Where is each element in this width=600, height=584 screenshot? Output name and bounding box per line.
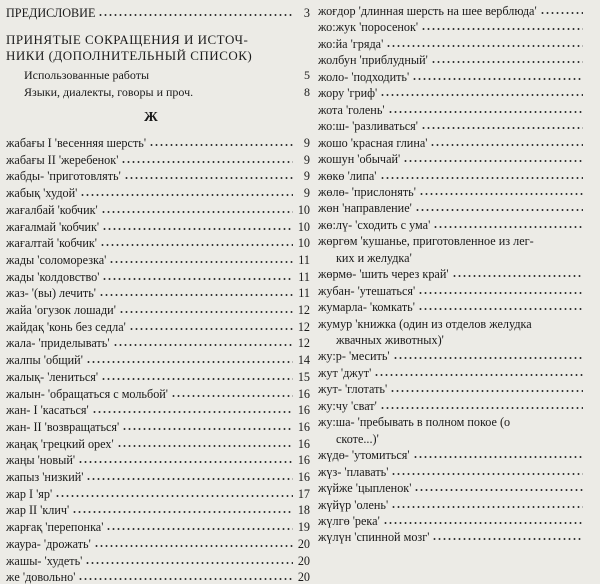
entry-text: жота 'голень' — [318, 102, 385, 117]
leader-dots — [403, 153, 583, 163]
entry-text: жут 'джут' — [318, 365, 372, 380]
leader-dots — [80, 187, 293, 197]
entry-page: 11 — [298, 286, 310, 301]
entry-text: жалпы 'общий' — [6, 353, 83, 368]
entry-page: 20 — [297, 536, 310, 551]
leader-dots — [98, 7, 293, 17]
entry-text: жады 'соломорезка' — [6, 252, 107, 267]
leader-dots — [380, 170, 583, 180]
index-entry — [318, 399, 600, 413]
entry-page: 16 — [297, 386, 310, 401]
entry-text: жу:ша- 'пребывать в полном покое (о — [318, 415, 511, 430]
index-entry — [318, 234, 600, 248]
leader-dots — [383, 515, 583, 525]
index-entry — [318, 498, 600, 512]
index-entry — [318, 267, 600, 281]
index-entry — [6, 203, 310, 217]
entry-text: жар I 'яр' — [6, 486, 53, 501]
index-entry — [318, 465, 600, 479]
index-entry — [318, 415, 600, 429]
entry-text: жошун 'обычай' — [318, 152, 401, 167]
entry-text: жошо 'красная глина' — [318, 135, 428, 150]
entry-page: 20 — [297, 570, 310, 584]
index-entry — [6, 220, 310, 234]
index-entry — [6, 270, 310, 284]
entry-continuation: ких и желудка' — [336, 250, 412, 265]
entry-page: 19 — [297, 520, 310, 535]
index-entry — [318, 119, 600, 133]
index-entry — [318, 37, 600, 51]
entry-text: жөрмө- 'шить через край' — [318, 267, 449, 282]
entry-page: 9 — [303, 136, 310, 150]
entry-page: 20 — [297, 553, 310, 568]
toc-languages — [24, 85, 310, 100]
abbrev-heading-line1: ПРИНЯТЫЕ СОКРАЩЕНИЯ И ИСТОЧ- — [6, 32, 249, 47]
entry-page: 16 — [297, 453, 310, 468]
index-entry — [6, 537, 310, 551]
entry-text: жан- I 'касаться' — [6, 403, 89, 418]
toc-preface-page: 3 — [303, 6, 310, 20]
entry-page: 16 — [297, 470, 310, 484]
leader-dots — [419, 186, 583, 196]
entry-text: жe 'довольно' — [6, 570, 76, 584]
leader-dots — [106, 521, 293, 531]
index-entry — [318, 70, 600, 84]
entry-text: жабағы II 'жеребенок' — [6, 152, 119, 167]
leader-dots — [413, 449, 583, 459]
entry-text: жаңақ 'грецкий орех' — [6, 436, 114, 451]
leader-dots — [55, 488, 293, 498]
leader-dots — [432, 531, 583, 541]
leader-dots — [452, 268, 583, 278]
leader-dots — [393, 350, 583, 360]
leader-dots — [109, 254, 293, 264]
leader-dots — [113, 337, 293, 347]
entry-text: жө:лү- 'сходить с ума' — [318, 217, 431, 232]
entry-text: жарғақ 'перепонка' — [6, 520, 104, 535]
leader-dots — [421, 21, 583, 31]
entry-text: жору 'гриф' — [318, 86, 378, 101]
index-entry — [6, 336, 310, 350]
entry-page: 16 — [297, 403, 310, 418]
index-entry — [6, 487, 310, 501]
entry-page: 9 — [303, 186, 310, 201]
leader-dots — [92, 404, 293, 414]
leader-dots — [391, 499, 583, 509]
index-entry — [318, 185, 600, 199]
index-entry — [318, 169, 600, 183]
index-entry — [6, 420, 310, 434]
index-entry — [6, 554, 310, 568]
leader-dots — [391, 466, 583, 476]
index-entry — [318, 366, 600, 380]
index-entry — [6, 153, 310, 167]
entry-text: жабды- 'приготовлять' — [6, 169, 121, 184]
index-entry — [318, 300, 600, 314]
entry-page: 9 — [303, 152, 310, 167]
index-entry — [6, 303, 310, 317]
leader-dots — [129, 321, 293, 331]
entry-text: жу:р- 'месить' — [318, 349, 390, 364]
entry-text: жаңы 'новый' — [6, 453, 76, 468]
entry-page: 11 — [298, 252, 310, 267]
entry-page: 11 — [298, 269, 310, 284]
leader-dots — [540, 5, 583, 15]
entry-text: жөргөм 'кушанье, приготовленное из лег- — [318, 234, 534, 249]
entry-text: жөлө- 'прислонять' — [318, 184, 416, 199]
entry-text: жабағы I 'весенняя шерсть' — [6, 136, 147, 150]
index-entry — [6, 353, 310, 367]
leader-dots — [101, 204, 293, 214]
leader-dots — [412, 71, 583, 81]
leader-dots — [415, 202, 583, 212]
index-entry — [6, 136, 310, 150]
index-entry — [318, 481, 600, 495]
entry-text: жалын- 'обращаться с мольбой' — [6, 386, 169, 401]
entry-page: 12 — [297, 336, 310, 351]
leader-dots — [117, 438, 293, 448]
entry-continuation: жвачных животных)' — [336, 333, 444, 347]
entry-text: жалық- 'лениться' — [6, 369, 99, 384]
leader-dots — [122, 421, 293, 431]
index-entry — [6, 169, 310, 183]
index-entry — [6, 453, 310, 467]
index-entry — [6, 520, 310, 534]
entry-text: жоғдор 'длинная шерсть на шее верблюда' — [318, 4, 537, 18]
index-entry — [6, 403, 310, 417]
index-entry — [6, 236, 310, 250]
entry-text: жан- II 'возвращаться' — [6, 419, 120, 434]
entry-page: 16 — [297, 419, 310, 434]
leader-dots — [380, 400, 583, 410]
section-letter: Ж — [144, 110, 158, 125]
index-entry — [318, 136, 600, 150]
index-entry — [6, 320, 310, 334]
leader-dots — [119, 304, 293, 314]
entry-page: 10 — [297, 236, 310, 251]
leader-dots — [418, 301, 583, 311]
leader-dots — [171, 388, 293, 398]
index-entry — [318, 86, 600, 100]
leader-dots — [124, 170, 293, 180]
entry-text: жағалтай 'кобчик' — [6, 236, 97, 251]
entry-page: 10 — [297, 219, 310, 234]
index-entry — [6, 387, 310, 401]
entry-page: 14 — [297, 353, 310, 368]
entry-text: жүлүн 'спинной мозг' — [318, 530, 430, 545]
index-entry — [318, 284, 600, 298]
entry-text: жүйже 'цыпленок' — [318, 481, 412, 496]
leader-dots — [374, 367, 583, 377]
index-entry — [6, 186, 310, 200]
used-works-label: Использованные работы — [24, 68, 150, 82]
index-entry — [6, 470, 310, 484]
entry-text: жөкө 'липа' — [318, 168, 377, 183]
index-entry — [318, 53, 600, 67]
leader-dots — [380, 87, 583, 97]
index-entry — [6, 253, 310, 267]
leader-dots — [388, 104, 583, 114]
entry-page: 16 — [297, 436, 310, 451]
entry-text: жубан- 'утешаться' — [318, 283, 416, 298]
entry-text: жайа 'огузок лошади' — [6, 303, 116, 317]
leader-dots — [102, 221, 293, 231]
entry-text: жаз- '(вы) лечить' — [6, 286, 96, 301]
entry-page: 9 — [303, 169, 310, 184]
entry-text: жаура- 'дрожать' — [6, 536, 91, 551]
index-entry — [318, 514, 600, 528]
index-entry — [318, 152, 600, 166]
entry-text: жо:жук 'поросенок' — [318, 20, 419, 35]
entry-text: жағалмай 'кобчик' — [6, 219, 100, 234]
entry-continuation: скоте...)' — [336, 431, 379, 446]
leader-dots — [418, 285, 583, 295]
entry-text: жүз- 'плавать' — [318, 464, 389, 479]
leader-dots — [414, 482, 583, 492]
entry-text: жүдө- 'утомиться' — [318, 448, 410, 463]
leader-dots — [433, 219, 583, 229]
index-entry — [318, 201, 600, 215]
leader-dots — [94, 538, 293, 548]
entry-page: 10 — [297, 202, 310, 217]
entry-page: 12 — [297, 319, 310, 334]
used-works-page: 5 — [304, 68, 310, 82]
entry-text: жолбун 'приблудный' — [318, 53, 428, 68]
entry-text: жоло- 'подходить' — [318, 69, 410, 84]
leader-dots — [78, 454, 293, 464]
entry-text: жөн 'направление' — [318, 201, 412, 216]
index-entry — [318, 448, 600, 462]
leader-dots — [421, 120, 583, 130]
entry-text: жабық 'худой' — [6, 186, 78, 201]
leader-dots — [386, 38, 583, 48]
entry-text: жашы- 'худеть' — [6, 553, 83, 568]
leader-dots — [102, 271, 293, 281]
toc-preface — [6, 6, 310, 20]
leader-dots — [72, 504, 293, 514]
leader-dots — [390, 383, 583, 393]
abbrev-heading-line2: НИКИ (ДОПОЛНИТЕЛЬНЫЙ СПИСОК) — [6, 48, 253, 63]
entry-text: жапыз 'низкий' — [6, 470, 84, 484]
index-entry — [318, 382, 600, 396]
index-entry — [318, 20, 600, 34]
leader-dots — [100, 237, 293, 247]
entry-text: жүлгө 'река' — [318, 513, 380, 528]
leader-dots — [101, 371, 293, 381]
entry-text: жу:чу 'сват' — [318, 398, 377, 413]
index-entry — [318, 218, 600, 232]
index-entry — [318, 317, 600, 331]
leader-dots — [430, 137, 583, 147]
entry-page: 17 — [297, 486, 310, 501]
entry-text: жумур 'книжка (один из отделов желудка — [318, 316, 532, 331]
leader-dots — [85, 555, 293, 565]
languages-page: 8 — [304, 85, 310, 99]
entry-text: жағалбай 'кобчик' — [6, 202, 98, 217]
entry-text: жады 'колдовство' — [6, 269, 100, 284]
entry-text: жо:ш- 'разливаться' — [318, 119, 418, 134]
entry-text: жумарла- 'комкать' — [318, 300, 415, 315]
index-entry — [318, 530, 600, 544]
entry-page: 18 — [297, 503, 310, 518]
entry-text: жала- 'приделывать' — [6, 336, 110, 351]
entry-text: жар II 'клич' — [6, 503, 70, 518]
index-entry — [6, 503, 310, 517]
entry-text: жайдақ 'конь без седла' — [6, 319, 126, 334]
leader-dots — [431, 54, 583, 64]
entry-text: жо:йа 'гряда' — [318, 36, 384, 51]
toc-preface-label: ПРЕДИСЛОВИЕ — [6, 6, 96, 20]
leader-dots — [121, 154, 293, 164]
index-entry — [318, 4, 600, 18]
index-entry — [318, 349, 600, 363]
leader-dots — [78, 571, 293, 581]
index-entry — [6, 370, 310, 384]
leader-dots — [149, 137, 293, 147]
entry-page: 12 — [297, 303, 310, 317]
index-entry — [6, 437, 310, 451]
toc-used-works — [24, 68, 310, 83]
index-entry — [318, 103, 600, 117]
index-entry — [6, 286, 310, 300]
leader-dots — [86, 471, 293, 481]
leader-dots — [99, 287, 293, 297]
leader-dots — [86, 354, 293, 364]
entry-page: 15 — [297, 369, 310, 384]
entry-text: жүйүр 'олень' — [318, 497, 389, 512]
entry-text: жут- 'глотать' — [318, 382, 388, 397]
languages-label: Языки, диалекты, говоры и проч. — [24, 85, 194, 99]
